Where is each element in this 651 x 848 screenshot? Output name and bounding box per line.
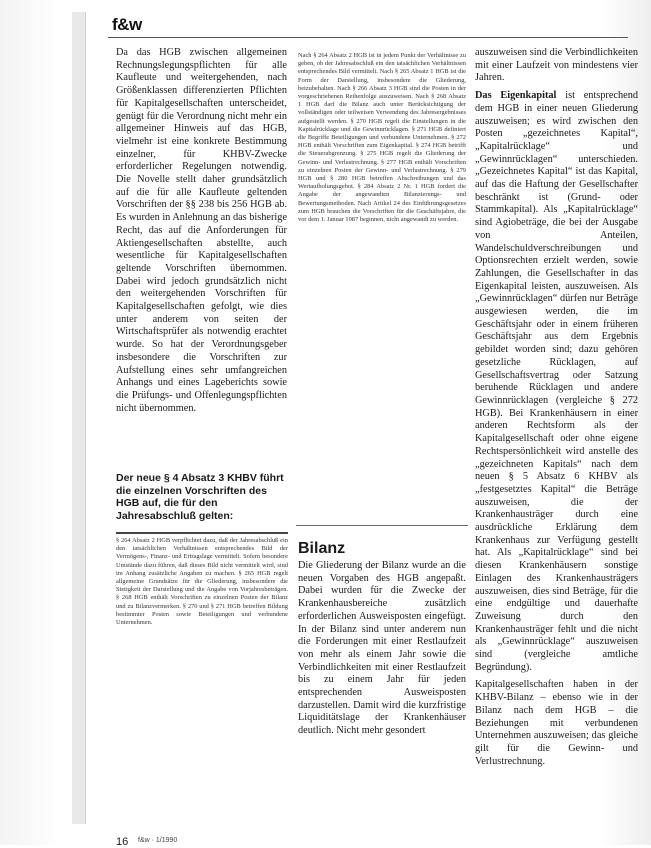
header-rule [108, 37, 628, 38]
bilanz-paragraph: Die Gliederung der Bilanz wurde an die neuen Vorgaben des HGB angepaßt. Dabei wurden für die Zwecke der Krankenhausbereiche zusätzlich erforderlichen Ausweisposten eingefügt. In der Bilanz sind unter anderem nun die Forderungen mit einer Restlaufzeit von mehr als einem Jahr sowie die Verbindlichkeiten mit einer Restlaufzeit bis zu einem Jahr für jeden entsprechenden Ausweisposten darzustellen. Damit wird die kurzfristige Liquiditätslage der Krankenhäuser deutlich. Nicht mehr gesondert [298, 560, 466, 737]
left-column [116, 47, 287, 493]
bilanz-column [298, 560, 466, 822]
right-paragraph-3: Kapitalgesellschaften haben in der KHBV-Bilanz – ebenso wie in der Bilanz nach dem HGB – die Beziehungen mit verbundenen Unternehmen auszuweisen; das gleiche gilt für die Gewinn- und Verlustrechnung. [475, 679, 638, 767]
left-column-paragraph: Da das HGB zwischen allgemeinen Rechnungslegungspflichten für alle Kaufleute und weitergehenden, nach Größenklassen differenzierten Pflichten für Kapitalgesellschaften unterscheidet, genügt für die Verordnung nicht mehr ein allgemeiner Hinweis auf das HGB, vielmehr ist eine konkrete Bestimmung einzelner, für KHBV-Zwecke erforderlicher Regelungen notwendig. Die Novelle stellt daher grundsätzlich auf die für alle Kaufleute geltenden Vorschriften der §§ 238 bis 256 HGB ab. Es wurden in Anlehnung an das bisherige Recht, das auf die Anforderungen für Aktiengesellschaften abstellte, auch wesentliche für Kapitalgesellschaften geltende Vorschriften übernommen. Dabei wird jedoch grundsätzlich nicht den weitergehenden Vorschriften für Kapitalgesellschaften gefolgt, wie dies unter anderem von seiten der Wirtschaftsprüfer als notwendig erachtet wurde. So hat der Verordnungsgeber insbesondere die Vorschriften zur Aufstellung eines sehr umfangreichen Anhangs und eines Lageberichts sowie die Prüfungs- und Offenlegungspflichten nicht übernommen. [116, 47, 287, 414]
eigenkapital-lead: Das Eigenkapital [475, 90, 557, 102]
section-subheading: Der neue § 4 Absatz 3 KHBV führt die einzelnen Vorschriften des HGB auf, die für den Jahresabschluß gelten: [116, 472, 284, 522]
middle-column-notes [298, 52, 466, 456]
box-rule [116, 532, 288, 534]
eigenkapital-text: ist entsprechend dem HGB in einer neuen Gliederung auszuweisen; es wird zwischen den Posten „gezeichnetes Kapital“, „Kapitalrücklage“ und „Gewinnrücklagen“ unterschieden. „Gezeichnetes Kapital“ ist das Kapital, auf das die Haftung der Gesellschafter beschränkt ist (Grund- oder Stammkapital). Als „Kapitalrücklage“ sind Agiobeträge, die bei der Ausgabe von Anteilen, Wandelschuldverschreibungen und Optionsrechten erzielt werden, sowie Zahlungen, die Gesellschafter in das Eigenkapital leisten, auszuweisen. Als „Gewinnrücklagen“ dürfen nur Beträge ausgewiesen werden, die im Geschäftsjahr oder in einem früheren Geschäftsjahr aus dem Ergebnis gebildet worden sind; dazu gehören gesetzliche Rücklagen, auf Gesellschaftsvertrag oder Satzung beruhende Rücklagen und andere Gewinnrücklagen (vergleiche § 272 HGB). Bei Krankenhäusern in einer anderen Rechtsform als der Kapitalgesellschaft oder ohne eigene Rechtspersönlichkeit wird anstelle des „gezeichneten Kapitals“ nach dem neuen § 5 Absatz 6 KHBV als „festgesetztes Kapital“ die Beträge auszuweisen, die der Krankenhausträger durch eine ausdrückliche Erklärung dem Krankenhaus zur Verfügung gestellt hat. Als „Kapitalrücklage“ sind bei diesen Krankenhäusern sonstige Einlagen des Krankenhausträgers auszuweisen, dies sind Beträge, für die eine endgültige und dauerhafte Zuweisung durch den Krankenhausträger fehlt und die nicht als „Gewinnrücklage“ auszuweisen sind (vergleiche amtliche Begründung). [475, 90, 638, 673]
bilanz-heading: Bilanz [298, 540, 346, 557]
legal-box-text: § 264 Absatz 2 HGB verpflichtet dazu, daß der Jahresabschluß ein den tatsächlichen Verhältnissen entsprechendes Bild der Vermögens-, Finanz- und Ertragslage vermittelt. Sofern besondere Umstände dazu führen, daß dieses Bild nicht vermittelt wird, sind im Anhang zusätzliche Angaben zu machen. § 265 HGB regelt allgemeine Grundsätze für die Gliederung, insbesondere die Stetigkeit der Darstellung und die Angabe von Vorjahresbeträgen. § 268 HGB enthält Vorschriften zu einzelnen Posten der Bilanz und zu Bilanzvermerken. § 270 und § 271 HGB betreffen Bildung bestimmter Posten sowie Beteiligungen und verbundene Unternehmen. [116, 537, 288, 627]
page-number: 16 [116, 836, 129, 848]
journal-logo: f&w [112, 15, 142, 34]
right-paragraph-1: auszuweisen sind die Verbindlichkeiten mit einer Laufzeit von mindestens vier Jahren. [475, 47, 638, 84]
binding-edge [72, 12, 86, 824]
right-paragraph-2 [475, 90, 638, 674]
middle-notes-paragraph: Nach § 264 Absatz 2 HGB ist in jedem Punkt der Verhältnisse zu geben, ob der Jahresabschluß ein den tatsächlichen Verhältnissen entsprechendes Bild vermittelt. Nach § 265 Absatz 1 HGB ist die Form der Darstellung, insbesondere die Gliederung, beizubehalten. Nach § 266 Absatz 3 HGB sind die Posten in der vorgeschriebenen Reihenfolge auszuweisen. Nach § 268 Absatz 1 HGB darf die Bilanz auch unter Berücksichtigung der vollständigen oder teilweisen Verwendung des Jahresergebnisses aufgestellt werden. § 270 HGB regelt die Einstellungen in die Kapitalrücklage und die Gewinnrücklagen. § 271 HGB definiert die Begriffe Beteiligungen und verbundene Unternehmen. § 272 HGB enthält Vorschriften zum Eigenkapital. § 274 HGB betrifft die Steuerabgrenzung. § 275 HGB regelt die Gliederung der Gewinn- und Verlustrechnung. § 277 HGB enthält Vorschriften zu einzelnen Posten der Gewinn- und Verlustrechnung. § 279 HGB und § 280 HGB betreffen Abschreibungen und das Wertaufholungsgebot. § 284 Absatz 2 Nr. 1 HGB fordert die Angabe der angewandten Bilanzierungs- und Bewertungsmethoden. Nach Artikel 24 des Einführungsgesetzes zum HGB brauchen die Vorschriften für die Geschäftsjahre, die vor dem 1. Januar 1987 beginnen, nicht angewandt zu werden. [298, 52, 466, 224]
middle-column-rule [296, 525, 468, 526]
right-column [475, 47, 638, 837]
footer-journal: f&w · 1/1990 [138, 837, 178, 844]
